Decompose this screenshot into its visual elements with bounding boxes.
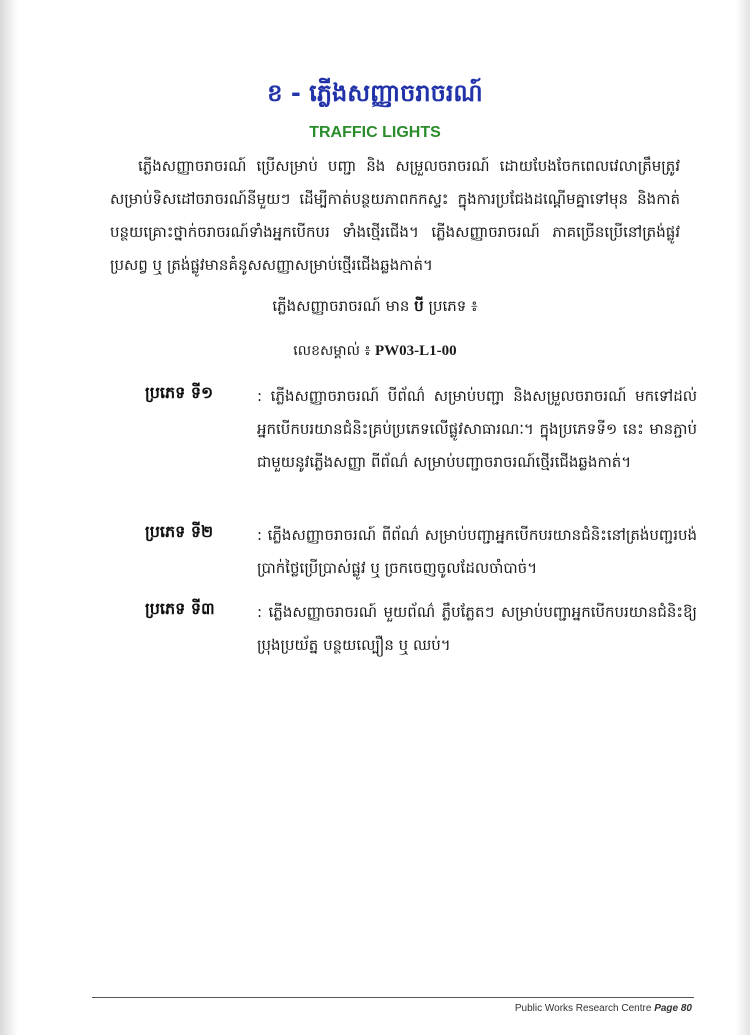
intro-paragraph	[110, 150, 680, 282]
types-count-line	[0, 297, 750, 319]
types-count-before: ភ្លើងសញ្ញាចរាចរណ៍ មាន	[272, 297, 410, 315]
section-subheading: TRAFFIC LIGHTS	[309, 124, 441, 141]
page-footer	[515, 1003, 692, 1014]
page-edge-shadow-left	[0, 0, 18, 1035]
type-description: : ភ្លើងសញ្ញាចរាចរណ៍ មួយព័ណ៌ ភ្លឹបភ្លែតៗ សម្រាប់បញ្ជាអ្នកបើកបរយានជំនិះឱ្យប្រុងប្រយ័ត្ន បន្ថយល្បឿន ឬ ឈប់។	[257, 603, 697, 654]
reference-code: PW03-L1-00	[375, 343, 457, 359]
type-description: : ភ្លើងសញ្ញាចរាចរណ៍ បីព័ណ៌ សម្រាប់បញ្ជា និងសម្រួលចរាចរណ៍ មកទៅដល់ អ្នកបើកបរយានជំនិះគ្រប់ប្រភេទលើផ្លូវសាធារណៈ។ ក្នុងប្រភេទទី១ នេះ មានភ្ជាប់ជាមួយនូវភ្លើងសញ្ញា ពីព័ណ៌ សម្រាប់បញ្ជាចរាចរណ៍ថ្មើរជើងឆ្លងកាត់។	[257, 387, 697, 471]
footer-org: Public Works Research Centre	[514, 1003, 652, 1014]
type-label: ប្រភេទ ទី២	[145, 522, 214, 541]
intro-text: ភ្លើងសញ្ញាចរាចរណ៍ ប្រើសម្រាប់ បញ្ជា និង សម្រួលចរាចរណ៍ ដោយបែងចែកពេលវេលាត្រឹមត្រូវ សម្រាប់ទិសដៅចរាចរណ៍នីមួយៗ ដើម្បីកាត់បន្ថយភាពកកស្ទះ ក្នុងការប្រជែងដណ្ដើមគ្នាទៅមុន និងកាត់បន្ថយគ្រោះថ្នាក់ចរាចរណ៍ទាំងអ្នកបើកបរ ទាំងថ្មើរជើង។ ភ្លើងសញ្ញាចរាចរណ៍ ភាគច្រើនប្រើនៅត្រង់ផ្លូវប្រសព្វ ឬ ត្រង់ផ្លូវមានគំនូសសញ្ញាសម្រាប់ថ្មើរជើងឆ្លងកាត់។	[110, 157, 680, 274]
reference-line	[0, 341, 750, 362]
page-edge-shadow-right	[736, 0, 750, 1035]
type-label: ប្រភេទ ទី៣	[145, 599, 215, 618]
type-description: : ភ្លើងសញ្ញាចរាចរណ៍ ពីព័ណ៌ សម្រាប់បញ្ជាអ្នកបើកបរយានជំនិះនៅត្រង់បញ្ជរបង់ប្រាក់ថ្លៃប្រើប្រាស់ផ្លូវ ឬ ច្រកចេញចូលដែលចាំបាច់។	[257, 526, 697, 577]
types-count-after: ប្រភេទ ៖	[428, 297, 478, 315]
footer-page-number: Page 80	[654, 1003, 692, 1014]
footer-divider	[92, 997, 694, 998]
reference-label: លេខសម្គាល់ ៖	[293, 343, 371, 359]
type-label: ប្រភេទ ទី១	[145, 383, 214, 402]
types-count-number: បី	[414, 297, 424, 315]
section-heading: ខ - ភ្លើងសញ្ញាចរាចរណ៍	[267, 79, 483, 107]
